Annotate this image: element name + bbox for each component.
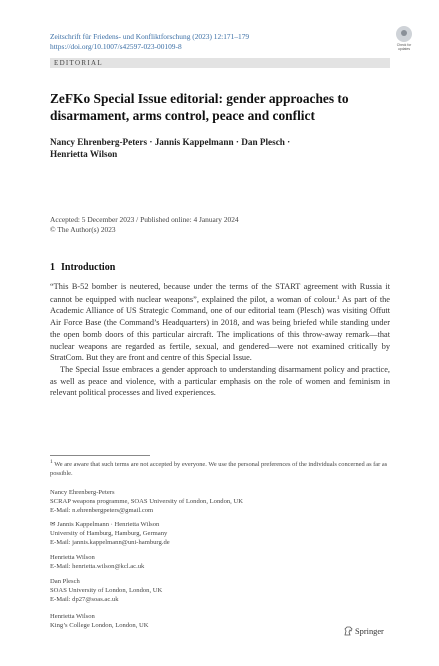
affiliation-block: Dan Plesch SOAS University of London, London, UK E-Mail: dp27@soas.ac.uk bbox=[50, 578, 163, 603]
publisher-name: Springer bbox=[355, 627, 384, 636]
email-link[interactable]: E-Mail: jannis.kappelmann@uni-hamburg.de bbox=[50, 539, 170, 546]
article-type-label: EDITORIAL bbox=[54, 58, 103, 67]
update-check-icon bbox=[396, 26, 412, 42]
footnote bbox=[50, 458, 390, 478]
paragraph: The Special Issue embraces a gender approach to understanding disarmament policy and practice, as well as peace and violence, with a particular emphasis on the role of women and feminism in relevant political processes and lived experiences. bbox=[50, 364, 390, 398]
article-title: ZeFKo Special Issue editorial: gender approaches to disarmament, arms control, peace and conflict bbox=[50, 91, 349, 123]
badge-label: Check for updates bbox=[396, 43, 412, 51]
section-title: Introduction bbox=[61, 262, 116, 273]
footnote-mark: 1 bbox=[50, 459, 53, 465]
section-heading bbox=[50, 262, 115, 274]
publication-dates bbox=[50, 215, 239, 234]
journal-citation: Zeitschrift für Friedens- und Konfliktforschung (2023) 12:171–179 bbox=[50, 32, 250, 41]
affiliation-block: Henrietta Wilson E-Mail: henrietta.wilson@kcl.ac.uk bbox=[50, 554, 145, 570]
body-text bbox=[50, 281, 390, 399]
affiliation-block: Nancy Ehrenberg-Peters SCRAP weapons programme, SOAS University of London, London, UK E-Mail: n.ehrenbergpeters@gmail.com bbox=[50, 489, 243, 514]
footnote-ref[interactable]: 1 bbox=[336, 294, 340, 301]
section-number: 1 bbox=[50, 262, 55, 273]
journal-header bbox=[50, 32, 249, 52]
check-for-updates-badge[interactable] bbox=[393, 26, 415, 51]
affiliation-block: ✉ Jannis Kappelmann · Henrietta Wilson University of Hamburg, Hamburg, Germany E-Mail: jannis.kappelmann@uni-hamburg.de bbox=[50, 521, 170, 546]
email-link[interactable]: E-Mail: dp27@soas.ac.uk bbox=[50, 596, 119, 603]
springer-horse-icon bbox=[344, 626, 353, 636]
author-list: Nancy Ehrenberg-Peters · Jannis Kappelmann · Dan Plesch · Henrietta Wilson bbox=[50, 137, 291, 159]
copyright-line: © The Author(s) 2023 bbox=[50, 224, 116, 234]
email-link[interactable]: E-Mail: henrietta.wilson@kcl.ac.uk bbox=[50, 563, 145, 570]
affiliation-block: Henrietta Wilson King’s College London, London, UK bbox=[50, 613, 149, 629]
doi-link[interactable]: https://doi.org/10.1007/s42597-023-00109-8 bbox=[50, 42, 182, 51]
email-link[interactable]: E-Mail: n.ehrenbergpeters@gmail.com bbox=[50, 507, 154, 514]
accepted-published-line: Accepted: 5 December 2023 / Published online: 4 January 2024 bbox=[50, 215, 239, 224]
footnote-divider bbox=[50, 455, 150, 456]
publisher-logo bbox=[344, 626, 384, 636]
footnote-text: We are aware that such terms are not accepted by everyone. We use the personal preferences of the individuals concerned as far as possible. bbox=[50, 461, 388, 477]
paragraph: “This B-52 bomber is neutered, because under the terms of the START agreement with Russia it cannot be equipped with nuclear weapons”, explained the pilot, a woman of colour.$^1$ As part of the Academic Alliance of US Strategic Command, one of our editorial team (Plesch) was visiting Offutt Air Force Base (the Command’s Headquarters) in 2018, and was being briefed while standing under the open bomb doors of this particular aircraft. The implications of this throw-away remark—that nuclear weapons are regarded as fertile, sexual, and gendered—were not examined critically by StratCom. But they are front and centre of this Special Issue. bbox=[50, 282, 390, 363]
